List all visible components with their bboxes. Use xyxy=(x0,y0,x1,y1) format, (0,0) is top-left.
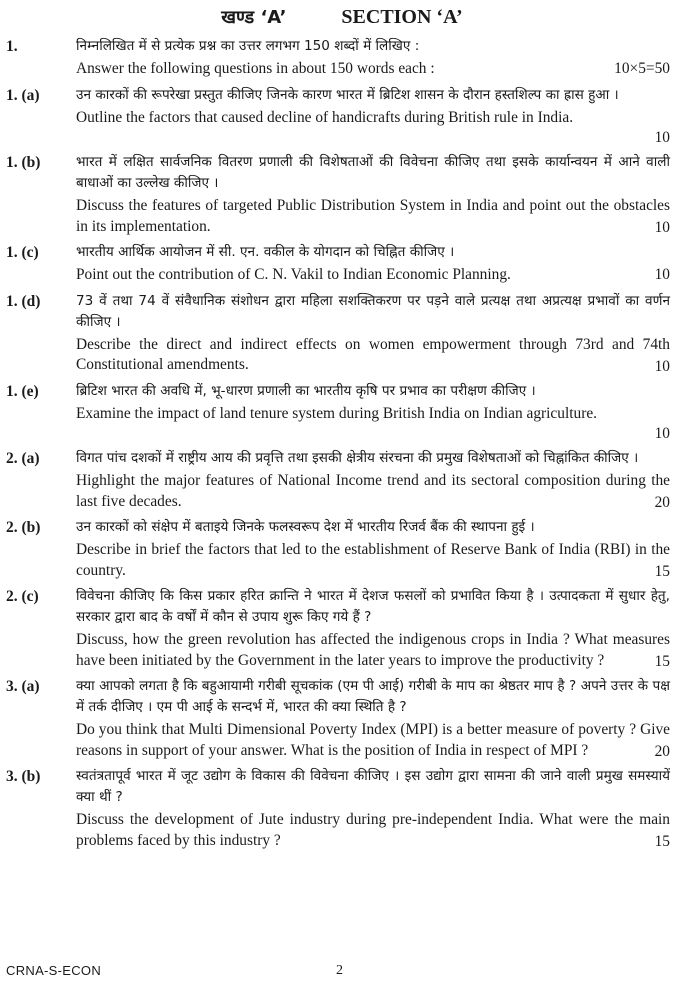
question-text-english: Discuss the development of Jute industry during pre-independent India. What were the main problems faced by this industry ? xyxy=(76,811,670,849)
question-text-english: Outline the factors that caused decline of handicrafts during British rule in India. xyxy=(76,108,574,126)
question-text-english: Discuss the features of targeted Public Distribution System in India and point out the obstacles in its implementation. xyxy=(76,197,670,235)
question-text-hindi: निम्नलिखित में से प्रत्येक प्रश्न का उत्तर लगभग 150 शब्दों में लिखिए : xyxy=(76,38,420,54)
question-1 xyxy=(0,36,684,80)
question-marks: 10 xyxy=(654,129,670,146)
question-marks: 15 xyxy=(654,563,670,580)
question-number: 1. (e) xyxy=(6,382,39,400)
question-text-hindi: क्या आपको लगता है कि बहुआयामी गरीबी सूचकांक (एम पी आई) गरीबी के माप का श्रेष्ठतर माप है ? अपने उत्तर के पक्ष में तर्क दीजिए । एम पी आई के सन्दर्भ में, भारत की क्या स्थिति है ? xyxy=(76,678,670,715)
question-1d xyxy=(0,291,684,376)
section-header xyxy=(0,4,684,31)
question-text-hindi: ब्रिटिश भारत की अवधि में, भू-धारण प्रणाली का भारतीय कृषि पर प्रभाव का परीक्षण कीजिए । xyxy=(76,382,536,399)
question-text-hindi: स्वतंत्रतापूर्व भारत में जूट उद्योग के विकास की विवेचना कीजिए । इस उद्योग द्वारा सामना की जाने वाली प्रमुख समस्यायें क्या थीं ? xyxy=(76,768,670,805)
question-text-english: Point out the contribution of C. N. Vakil to Indian Economic Planning. xyxy=(76,266,511,283)
question-text-hindi: उन कारकों की रूपरेखा प्रस्तुत कीजिए जिनके कारण भारत में ब्रिटिश शासन के दौरान हस्तशिल्प का ह्रास हुआ । xyxy=(76,86,619,103)
question-marks: 15 xyxy=(654,653,670,670)
question-3a xyxy=(0,676,684,761)
question-text-english: Answer the following questions in about 150 words each : xyxy=(76,60,435,77)
question-number: 1. xyxy=(6,38,18,55)
question-text-english: Describe in brief the factors that led to the establishment of Reserve Bank of India (RBI) in the country. xyxy=(76,541,670,579)
question-number: 3. (a) xyxy=(6,678,40,695)
section-title-english: SECTION ‘A’ xyxy=(341,6,463,28)
question-text-english: Highlight the major features of National Income trend and its sectoral composition during the last five decades. xyxy=(76,472,670,510)
question-number: 1. (a) xyxy=(6,86,40,104)
question-text-hindi: उन कारकों को संक्षेप में बताइये जिनके फलस्वरूप देश में भारतीय रिजर्व बैंक की स्थापना हुई । xyxy=(76,519,535,535)
question-number: 1. (b) xyxy=(6,154,41,171)
question-number: 1. (c) xyxy=(6,244,39,261)
question-number: 3. (b) xyxy=(6,768,41,785)
question-text-hindi: विगत पांच दशकों में राष्ट्रीय आय की प्रवृत्ति तथा इसकी क्षेत्रीय संरचना की प्रमुख विशेषताओं को चिह्नांकित कीजिए । xyxy=(76,450,639,466)
question-number: 2. (b) xyxy=(6,519,41,536)
question-1b xyxy=(0,152,684,237)
question-2c xyxy=(0,586,684,671)
question-text-hindi: 73 वें तथा 74 वें संवैधानिक संशोधन द्वारा महिला सशक्तिकरण पर पड़ने वाले प्रत्यक्ष तथा अप्रत्यक्ष प्रभावों का वर्णन कीजिए । xyxy=(76,292,670,330)
question-text-hindi: विवेचना कीजिए कि किस प्रकार हरित क्रान्ति ने भारत में देशज फसलों को प्रभावित किया है । उत्पादकता में सुधार हेतु, सरकार द्वारा बाद के वर्षों में कौन से उपाय शुरू किए गये हैं ? xyxy=(76,588,670,625)
question-number: 1. (d) xyxy=(6,292,41,310)
question-marks: 10 xyxy=(654,357,670,375)
question-marks: 20 xyxy=(654,743,670,760)
question-text-english: Discuss, how the green revolution has affected the indigenous crops in India ? What measures have been initiated by the Government in the later years to improve the productivity ? xyxy=(76,631,670,669)
question-text-hindi: भारतीय आर्थिक आयोजन में सी. एन. वकील के योगदान को चिह्नित कीजिए । xyxy=(76,244,455,260)
question-number: 2. (c) xyxy=(6,588,39,605)
question-2a xyxy=(0,448,684,512)
question-marks: 10 xyxy=(654,219,670,236)
question-text-hindi: भारत में लक्षित सार्वजनिक वितरण प्रणाली की विशेषताओं की विवेचना कीजिए तथा इसके कार्यान्वयन में आने वाली बाधाओं का उल्लेख कीजिए । xyxy=(76,154,670,191)
question-text-english: Describe the direct and indirect effects on women empowerment through 73rd and 74th Constitutional amendments. xyxy=(76,335,670,373)
question-2b xyxy=(0,517,684,581)
paper-code: CRNA-S-ECON xyxy=(6,963,102,978)
question-1a xyxy=(0,85,684,148)
question-marks: 20 xyxy=(654,494,670,511)
question-1e xyxy=(0,381,684,444)
question-list xyxy=(0,36,684,856)
question-1c xyxy=(0,242,684,286)
question-marks: 10 xyxy=(654,266,670,283)
question-marks: 10×5=50 xyxy=(614,60,670,77)
page-number: 2 xyxy=(336,963,343,978)
question-3b xyxy=(0,766,684,851)
question-text-english: Examine the impact of land tenure system during British India on Indian agriculture. xyxy=(76,404,598,422)
question-number: 2. (a) xyxy=(6,450,40,467)
question-marks: 10 xyxy=(654,425,670,442)
question-text-english: Do you think that Multi Dimensional Poverty Index (MPI) is a better measure of poverty ? Give reasons in support of your answer. What is the position of India in respect of MPI ? xyxy=(76,721,670,759)
section-title-hindi: खण्ड ‘A’ xyxy=(221,7,287,28)
question-marks: 15 xyxy=(654,833,670,850)
page-footer xyxy=(6,963,678,983)
